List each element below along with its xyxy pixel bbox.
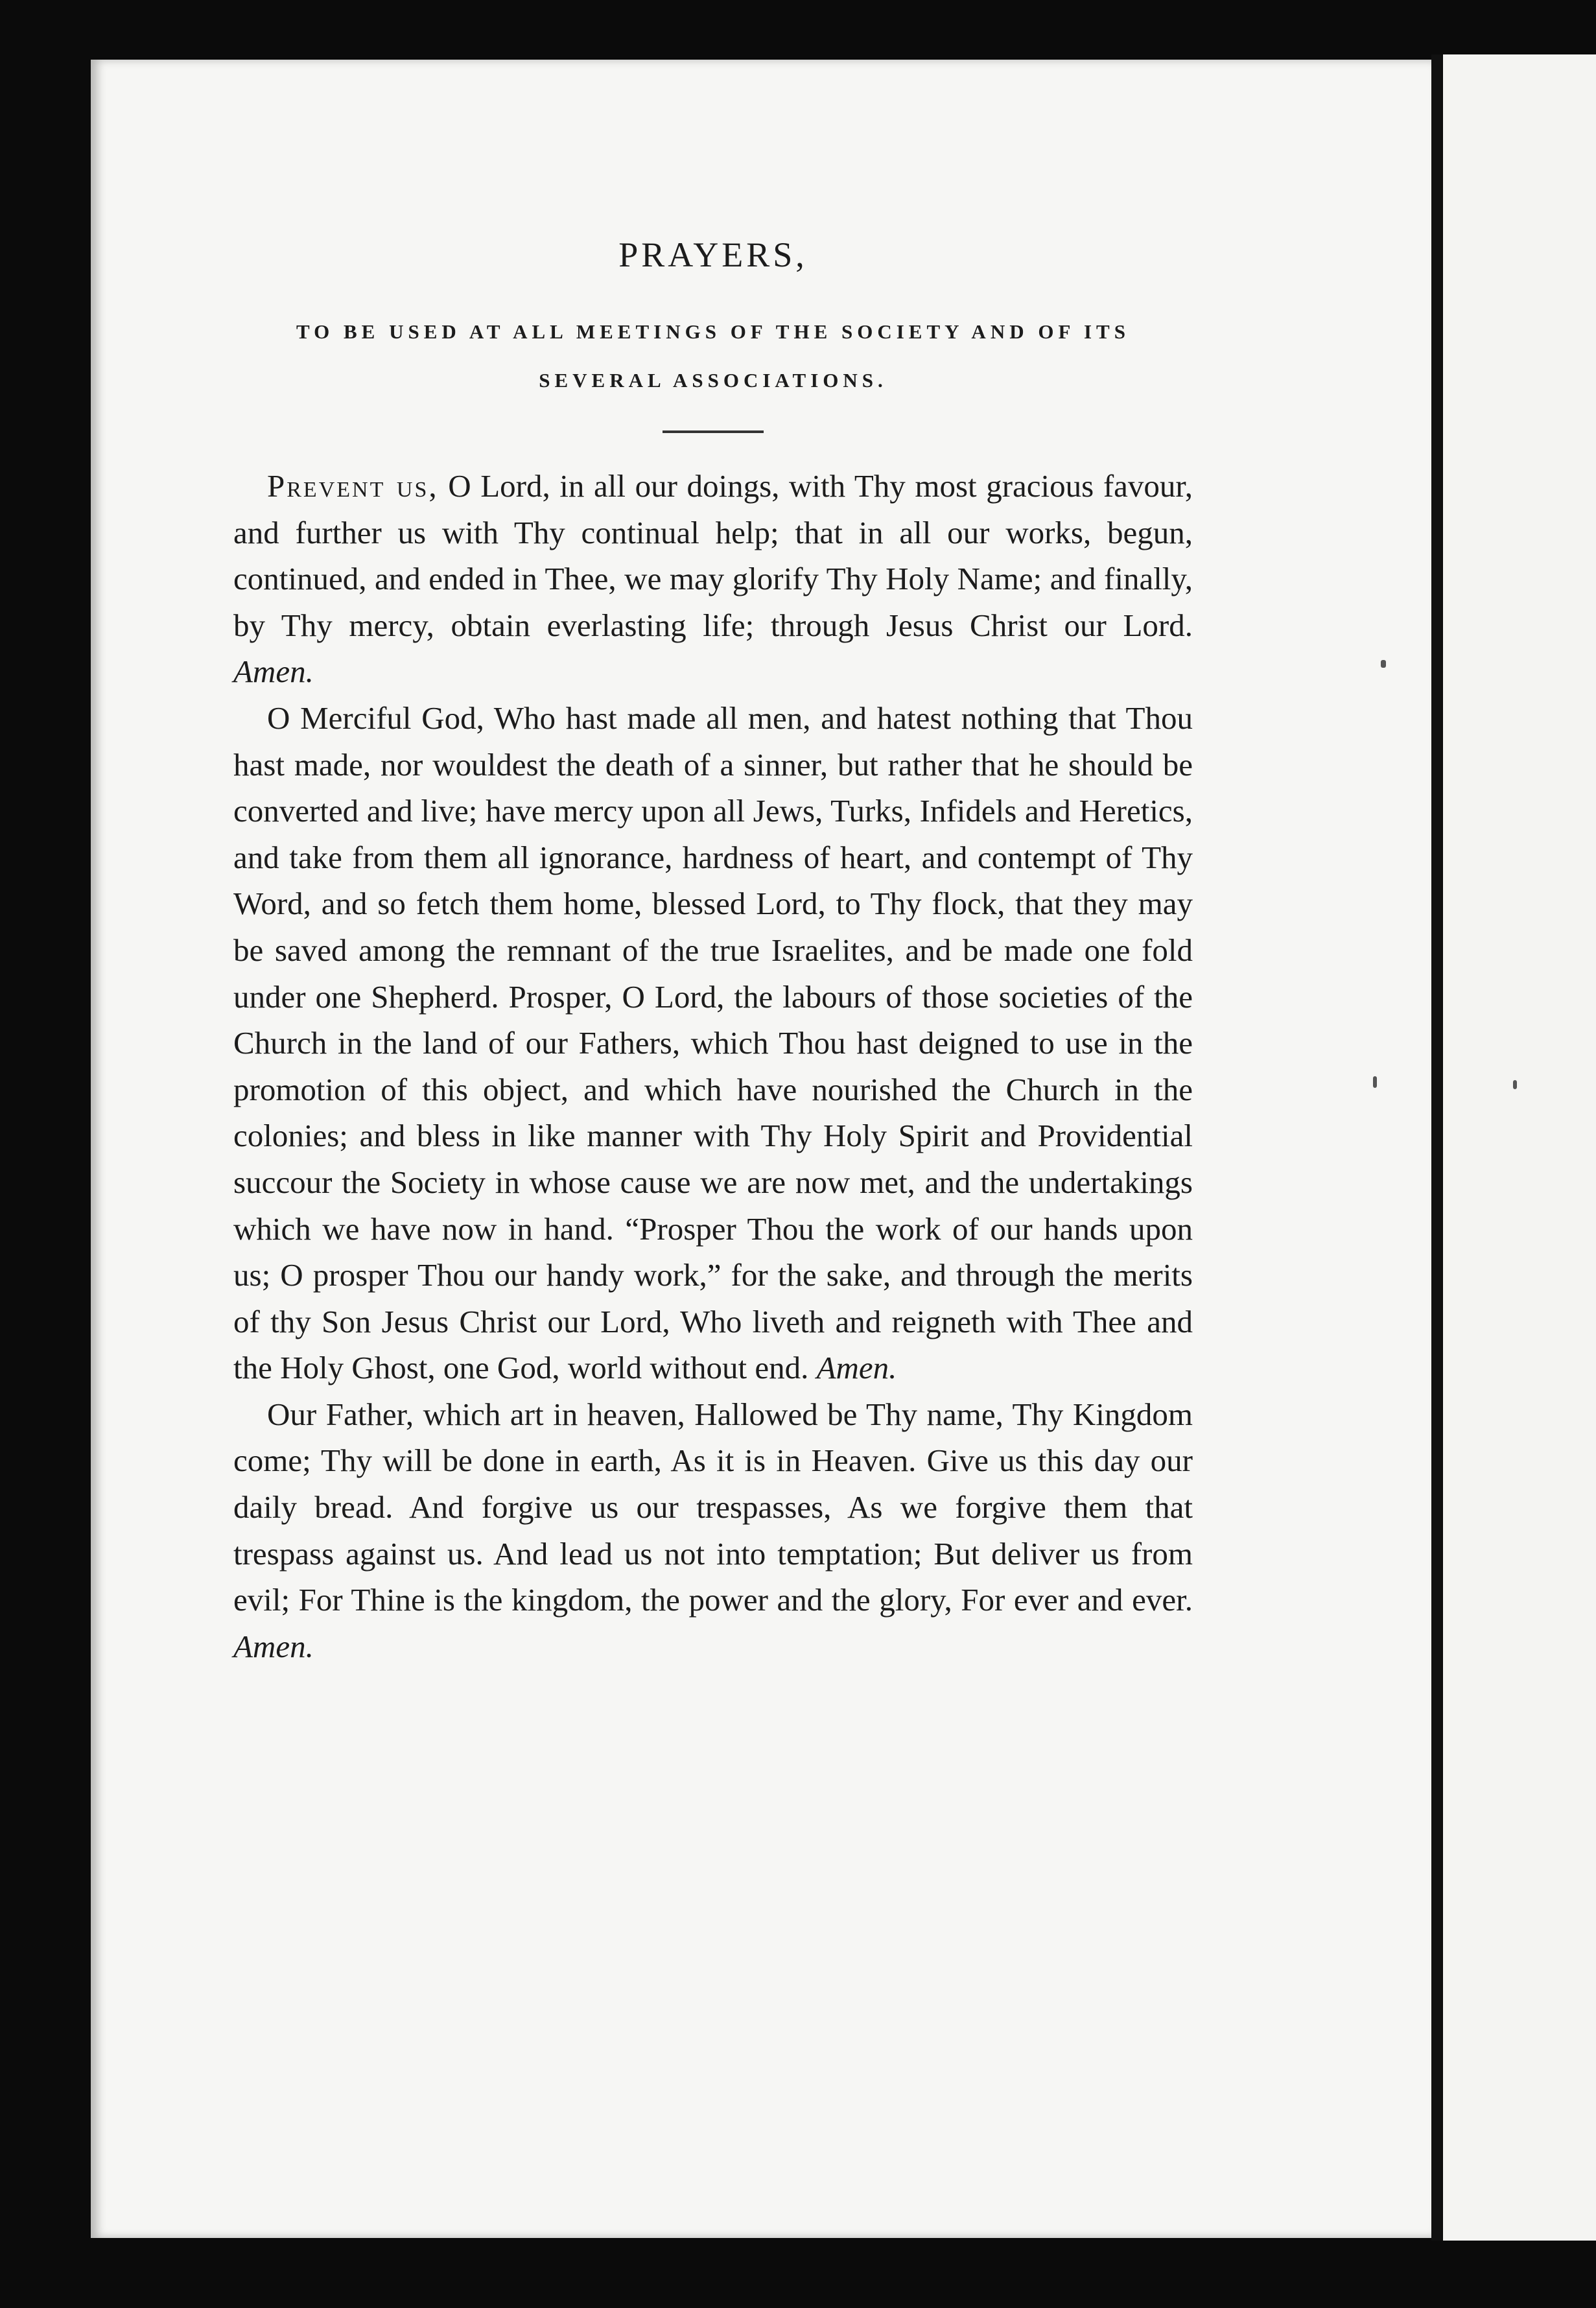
prayer-paragraph-3 — [233, 1391, 1193, 1670]
speck-mark — [1373, 1076, 1377, 1088]
subtitle-line-2: SEVERAL ASSOCIATIONS. — [539, 369, 887, 392]
prayer-text: Our Father, which art in heaven, Hallowed be Thy name, Thy Kingdom come; Thy will be done in earth, As it is in Heaven. Give us this day our daily bread. And forgive us our trespasses, As we forgive them that trespass against us. And lead us not into temptation; But deliver us from evil; For Thine is the kingdom, the power and the glory, For ever and ever. — [233, 1396, 1193, 1618]
amen-label: Amen. — [233, 1628, 314, 1664]
prayer-text: O Lord, in all our doings, with Thy most gracious favour, and further us with Thy continual help; that in all our works, begun, continued, and ended in Thee, we may glorify Thy Holy Name; and finally, by Thy mercy, obtain everlasting life; through Jesus Christ our Lord. — [233, 468, 1193, 643]
page-title: PRAYERS, — [618, 235, 808, 274]
speck-mark — [1381, 660, 1386, 668]
prayer-paragraph-1 — [233, 463, 1193, 695]
subtitle-line-1: TO BE USED AT ALL MEETINGS OF THE SOCIETY AND OF ITS — [296, 320, 1130, 343]
right-page-edge — [1443, 54, 1596, 2241]
amen-label: Amen. — [233, 654, 314, 690]
page-divider — [1431, 54, 1442, 2241]
prayer-paragraph-2 — [233, 695, 1193, 1391]
prayer-text: O Merciful God, Who hast made all men, and hatest nothing that Thou hast made, nor wouldest the death of a sinner, but rather that he should be converted and live; have mercy upon all Jews, Turks, Infidels and Heretics, and take from them all ignorance, hardness of heart, and contempt of Thy Word, and so fetch them home, blessed Lord, to Thy flock, that they may be saved among the remnant of the true Israelites, and be made one fold under one Shepherd. Prosper, O Lord, the labours of those societies of the Church in the land of our Fathers, which Thou hast deigned to use in the promotion of this object, and which have nourished the Church in the colonies; and bless in like manner with Thy Holy Spirit and Providential succour the Society in whose cause we are now met, and the undertakings which we have now in hand. “Prosper Thou the work of our hands upon us; O prosper Thou our handy work,” for the sake, and through the merits of thy Son Jesus Christ our Lord, Who liveth and reigneth with Thee and the Holy Ghost, one God, world without end. — [233, 700, 1193, 1386]
prayers-text-block — [233, 214, 1193, 1669]
speck-mark — [1513, 1080, 1517, 1089]
title-rule — [663, 430, 764, 433]
amen-label: Amen. — [816, 1350, 897, 1386]
prayer-opening-words: Prevent us, — [267, 468, 439, 504]
